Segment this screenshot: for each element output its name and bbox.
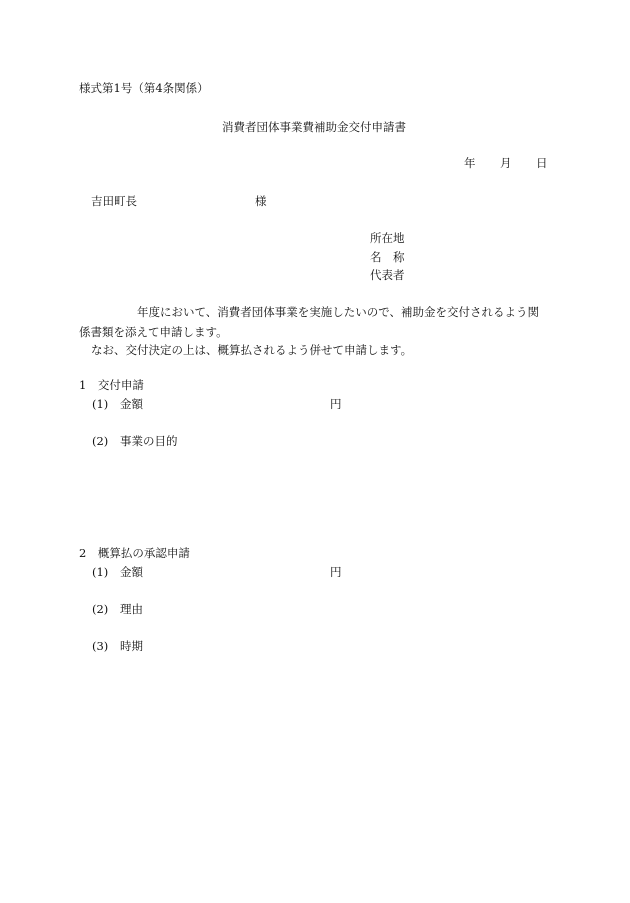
section-2-item-2-number: (2) <box>92 602 109 616</box>
section-1-item-1-unit: 円 <box>330 397 342 411</box>
section-2-item-1-unit: 円 <box>330 565 342 579</box>
addressee-name: 吉田町長 <box>91 194 137 208</box>
document-title: 消費者団体事業費補助金交付申請書 <box>222 120 406 134</box>
date-day-label: 日 <box>536 156 548 170</box>
section-2-heading: 2 概算払の承認申請 <box>79 546 190 560</box>
section-1-item-1-label: 金額 <box>120 397 143 411</box>
section-2-item-3-number: (3) <box>92 639 109 653</box>
section-2-item-3-label: 時期 <box>120 639 143 653</box>
body-paragraph-2: なお、交付決定の上は、概算払されるよう併せて申請します。 <box>91 343 413 357</box>
addressee-honorific: 様 <box>255 194 267 208</box>
applicant-name-label: 名 称 <box>370 250 405 264</box>
section-1-item-2-label: 事業の目的 <box>120 434 178 448</box>
section-2-item-1-number: (1) <box>92 565 109 579</box>
section-1-item-1-number: (1) <box>92 397 109 411</box>
applicant-representative-label: 代表者 <box>370 268 405 282</box>
section-2-item-2-label: 理由 <box>120 602 143 616</box>
section-1-heading: 1 交付申請 <box>79 378 144 392</box>
body-paragraph-1: 年度において、消費者団体事業を実施したいので、補助金を交付されるよう関係書類を添えて申請します。 <box>79 305 540 339</box>
date-month-label: 月 <box>500 156 512 170</box>
date-year-label: 年 <box>464 156 476 170</box>
section-2-item-1-label: 金額 <box>120 565 143 579</box>
section-1-item-2-number: (2) <box>92 434 109 448</box>
applicant-address-label: 所在地 <box>370 231 405 245</box>
form-number: 様式第1号（第4条関係） <box>79 81 209 95</box>
